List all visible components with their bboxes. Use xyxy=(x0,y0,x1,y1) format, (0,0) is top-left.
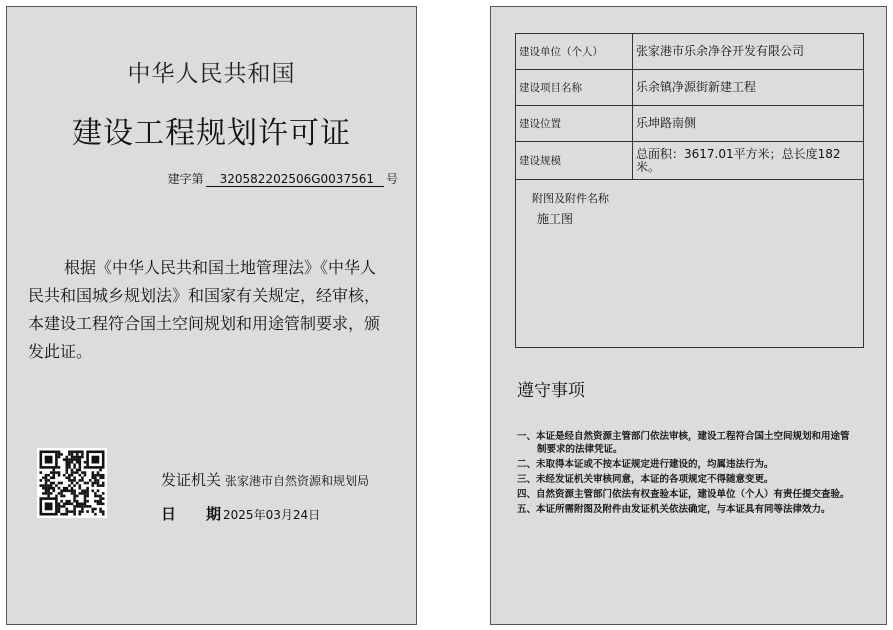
row-value-location: 乐坤路南侧 xyxy=(633,106,864,142)
notice-list xyxy=(517,430,857,518)
certificate-number xyxy=(168,170,398,187)
qr-code xyxy=(37,448,107,518)
attachments-label: 附图及附件名称 xyxy=(532,192,609,205)
issuer-value: 张家港市自然资源和规划局 xyxy=(225,474,370,488)
project-info-table xyxy=(515,33,864,348)
list-item: 三、未经发证机关审核同意，本证的各项规定不得随意变更。 xyxy=(517,474,774,485)
date-value: 2025年03月24日 xyxy=(223,508,321,522)
row-value-project-name: 乐余镇净源街新建工程 xyxy=(633,70,864,106)
date-label-1: 日 xyxy=(161,505,177,523)
date-label-2: 期 xyxy=(206,505,222,523)
list-item: 二、未取得本证或不按本证规定进行建设的，均属违法行为。 xyxy=(517,459,774,470)
row-value-applicant: 张家港市乐余净谷开发有限公司 xyxy=(633,34,864,70)
issuing-authority xyxy=(161,469,369,490)
cert-no-value: 320582202506G0037561 xyxy=(206,172,384,187)
row-value-scale: 总面积：3617.01平方米；总长度182米。 xyxy=(633,142,864,180)
row-label-location: 建设位置 xyxy=(516,106,633,142)
table-row xyxy=(516,70,864,106)
table-row xyxy=(516,180,864,348)
row-label-applicant: 建设单位（个人） xyxy=(516,34,633,70)
cert-no-prefix: 建字第 xyxy=(167,172,204,186)
certificate-title: 建设工程规划许可证 xyxy=(72,116,351,151)
issuer-label: 发证机关 xyxy=(161,471,222,489)
attachments-cell xyxy=(516,180,864,348)
certificate-cover-page xyxy=(6,6,417,625)
table-row xyxy=(516,34,864,70)
notice-title: 遵守事项 xyxy=(517,381,585,401)
list-item: 一、本证是经自然资源主管部门依法审核，建设工程符合国土空间规划和用途管制要求的法律凭证。 xyxy=(517,431,850,455)
table-row xyxy=(516,106,864,142)
table-row xyxy=(516,142,864,180)
list-item: 四、自然资源主管部门依法有权查验本证，建设单位（个人）有责任提交查验。 xyxy=(517,489,850,500)
country-name: 中华人民共和国 xyxy=(127,61,296,87)
issue-date xyxy=(161,503,320,524)
row-label-project-name: 建设项目名称 xyxy=(516,70,633,106)
list-item: 五、本证所需附图及附件由发证机关依法确定，与本证具有同等法律效力。 xyxy=(517,504,831,515)
cert-no-suffix: 号 xyxy=(385,172,398,186)
certificate-detail-page xyxy=(490,6,887,625)
row-label-scale: 建设规模 xyxy=(516,142,633,180)
certificate-body-text: 根据《中华人民共和国土地管理法》《中华人民共和国城乡规划法》和国家有关规定，经审核，本建设工程符合国土空间规划和用途管制要求，颁发此证。 xyxy=(28,258,381,361)
qr-code-graphic xyxy=(37,448,107,518)
attachments-value: 施工图 xyxy=(537,212,574,226)
